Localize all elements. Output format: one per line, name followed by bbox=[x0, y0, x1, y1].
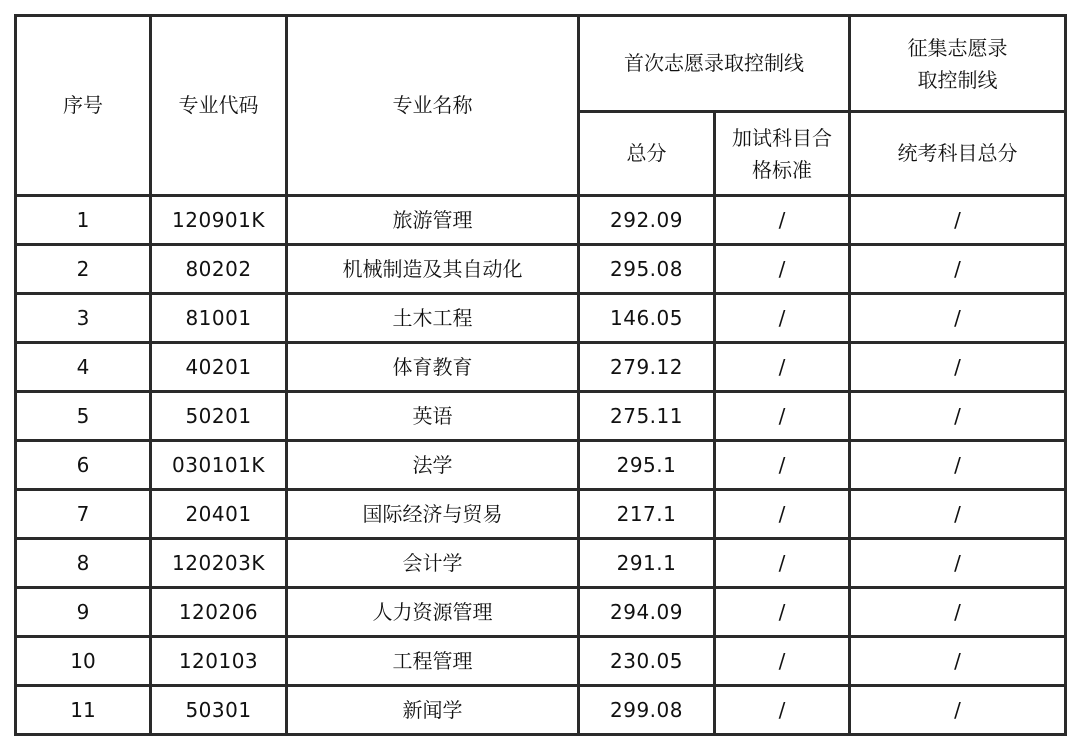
cell-seq: 2 bbox=[16, 245, 151, 294]
table-row bbox=[16, 490, 1066, 539]
cell-total-score: 291.1 bbox=[579, 539, 715, 588]
admission-score-table bbox=[14, 14, 1067, 736]
header-first-choice-group: 首次志愿录取控制线 bbox=[579, 16, 850, 112]
cell-total-score: 295.08 bbox=[579, 245, 715, 294]
cell-unified-total: / bbox=[850, 245, 1066, 294]
header-extra-line-1: 加试科目合 bbox=[732, 125, 832, 150]
header-extra-subject bbox=[715, 112, 850, 196]
cell-major-code: 030101K bbox=[151, 441, 287, 490]
cell-major-name: 会计学 bbox=[287, 539, 579, 588]
cell-seq: 6 bbox=[16, 441, 151, 490]
table-body bbox=[16, 16, 1066, 735]
cell-major-code: 40201 bbox=[151, 343, 287, 392]
cell-unified-total: / bbox=[850, 637, 1066, 686]
header-total-score: 总分 bbox=[579, 112, 715, 196]
cell-extra-standard: / bbox=[715, 294, 850, 343]
table-row bbox=[16, 588, 1066, 637]
cell-extra-standard: / bbox=[715, 441, 850, 490]
cell-major-name: 土木工程 bbox=[287, 294, 579, 343]
cell-seq: 1 bbox=[16, 196, 151, 245]
cell-major-name: 工程管理 bbox=[287, 637, 579, 686]
header-unified-exam-total: 统考科目总分 bbox=[850, 112, 1066, 196]
cell-seq: 7 bbox=[16, 490, 151, 539]
table-row bbox=[16, 294, 1066, 343]
cell-major-code: 80202 bbox=[151, 245, 287, 294]
header-solicited-line-1: 征集志愿录 bbox=[907, 35, 1008, 60]
header-major-name: 专业名称 bbox=[287, 16, 579, 196]
cell-major-name: 英语 bbox=[287, 392, 579, 441]
cell-extra-standard: / bbox=[715, 637, 850, 686]
cell-unified-total: / bbox=[850, 686, 1066, 735]
cell-major-code: 50201 bbox=[151, 392, 287, 441]
table-row bbox=[16, 196, 1066, 245]
cell-extra-standard: / bbox=[715, 588, 850, 637]
cell-major-name: 法学 bbox=[287, 441, 579, 490]
table-row bbox=[16, 539, 1066, 588]
cell-extra-standard: / bbox=[715, 196, 850, 245]
cell-major-code: 120103 bbox=[151, 637, 287, 686]
cell-seq: 5 bbox=[16, 392, 151, 441]
table-row bbox=[16, 245, 1066, 294]
header-solicited-line-2: 取控制线 bbox=[917, 67, 998, 92]
cell-extra-standard: / bbox=[715, 539, 850, 588]
table-row bbox=[16, 343, 1066, 392]
table-row bbox=[16, 686, 1066, 735]
cell-major-code: 20401 bbox=[151, 490, 287, 539]
cell-seq: 4 bbox=[16, 343, 151, 392]
cell-total-score: 279.12 bbox=[579, 343, 715, 392]
cell-total-score: 299.08 bbox=[579, 686, 715, 735]
cell-major-code: 120901K bbox=[151, 196, 287, 245]
table-row bbox=[16, 392, 1066, 441]
header-seq: 序号 bbox=[16, 16, 151, 196]
cell-seq: 9 bbox=[16, 588, 151, 637]
cell-total-score: 292.09 bbox=[579, 196, 715, 245]
cell-major-name: 旅游管理 bbox=[287, 196, 579, 245]
header-row-1 bbox=[16, 16, 1066, 112]
header-extra-line-2: 格标准 bbox=[752, 157, 812, 182]
cell-extra-standard: / bbox=[715, 686, 850, 735]
cell-extra-standard: / bbox=[715, 392, 850, 441]
cell-major-name: 新闻学 bbox=[287, 686, 579, 735]
cell-unified-total: / bbox=[850, 490, 1066, 539]
table-row bbox=[16, 441, 1066, 490]
cell-seq: 8 bbox=[16, 539, 151, 588]
cell-unified-total: / bbox=[850, 196, 1066, 245]
cell-unified-total: / bbox=[850, 441, 1066, 490]
cell-total-score: 294.09 bbox=[579, 588, 715, 637]
cell-major-name: 机械制造及其自动化 bbox=[287, 245, 579, 294]
cell-major-code: 50301 bbox=[151, 686, 287, 735]
cell-major-code: 120206 bbox=[151, 588, 287, 637]
cell-major-name: 国际经济与贸易 bbox=[287, 490, 579, 539]
cell-seq: 11 bbox=[16, 686, 151, 735]
cell-total-score: 146.05 bbox=[579, 294, 715, 343]
cell-unified-total: / bbox=[850, 392, 1066, 441]
cell-major-name: 人力资源管理 bbox=[287, 588, 579, 637]
cell-major-code: 81001 bbox=[151, 294, 287, 343]
header-solicited-group bbox=[850, 16, 1066, 112]
cell-major-name: 体育教育 bbox=[287, 343, 579, 392]
cell-total-score: 230.05 bbox=[579, 637, 715, 686]
cell-extra-standard: / bbox=[715, 245, 850, 294]
header-major-code: 专业代码 bbox=[151, 16, 287, 196]
cell-seq: 3 bbox=[16, 294, 151, 343]
cell-extra-standard: / bbox=[715, 490, 850, 539]
table-row bbox=[16, 637, 1066, 686]
cell-extra-standard: / bbox=[715, 343, 850, 392]
cell-unified-total: / bbox=[850, 343, 1066, 392]
cell-total-score: 217.1 bbox=[579, 490, 715, 539]
cell-unified-total: / bbox=[850, 539, 1066, 588]
cell-major-code: 120203K bbox=[151, 539, 287, 588]
cell-total-score: 275.11 bbox=[579, 392, 715, 441]
cell-seq: 10 bbox=[16, 637, 151, 686]
cell-unified-total: / bbox=[850, 588, 1066, 637]
cell-total-score: 295.1 bbox=[579, 441, 715, 490]
cell-unified-total: / bbox=[850, 294, 1066, 343]
